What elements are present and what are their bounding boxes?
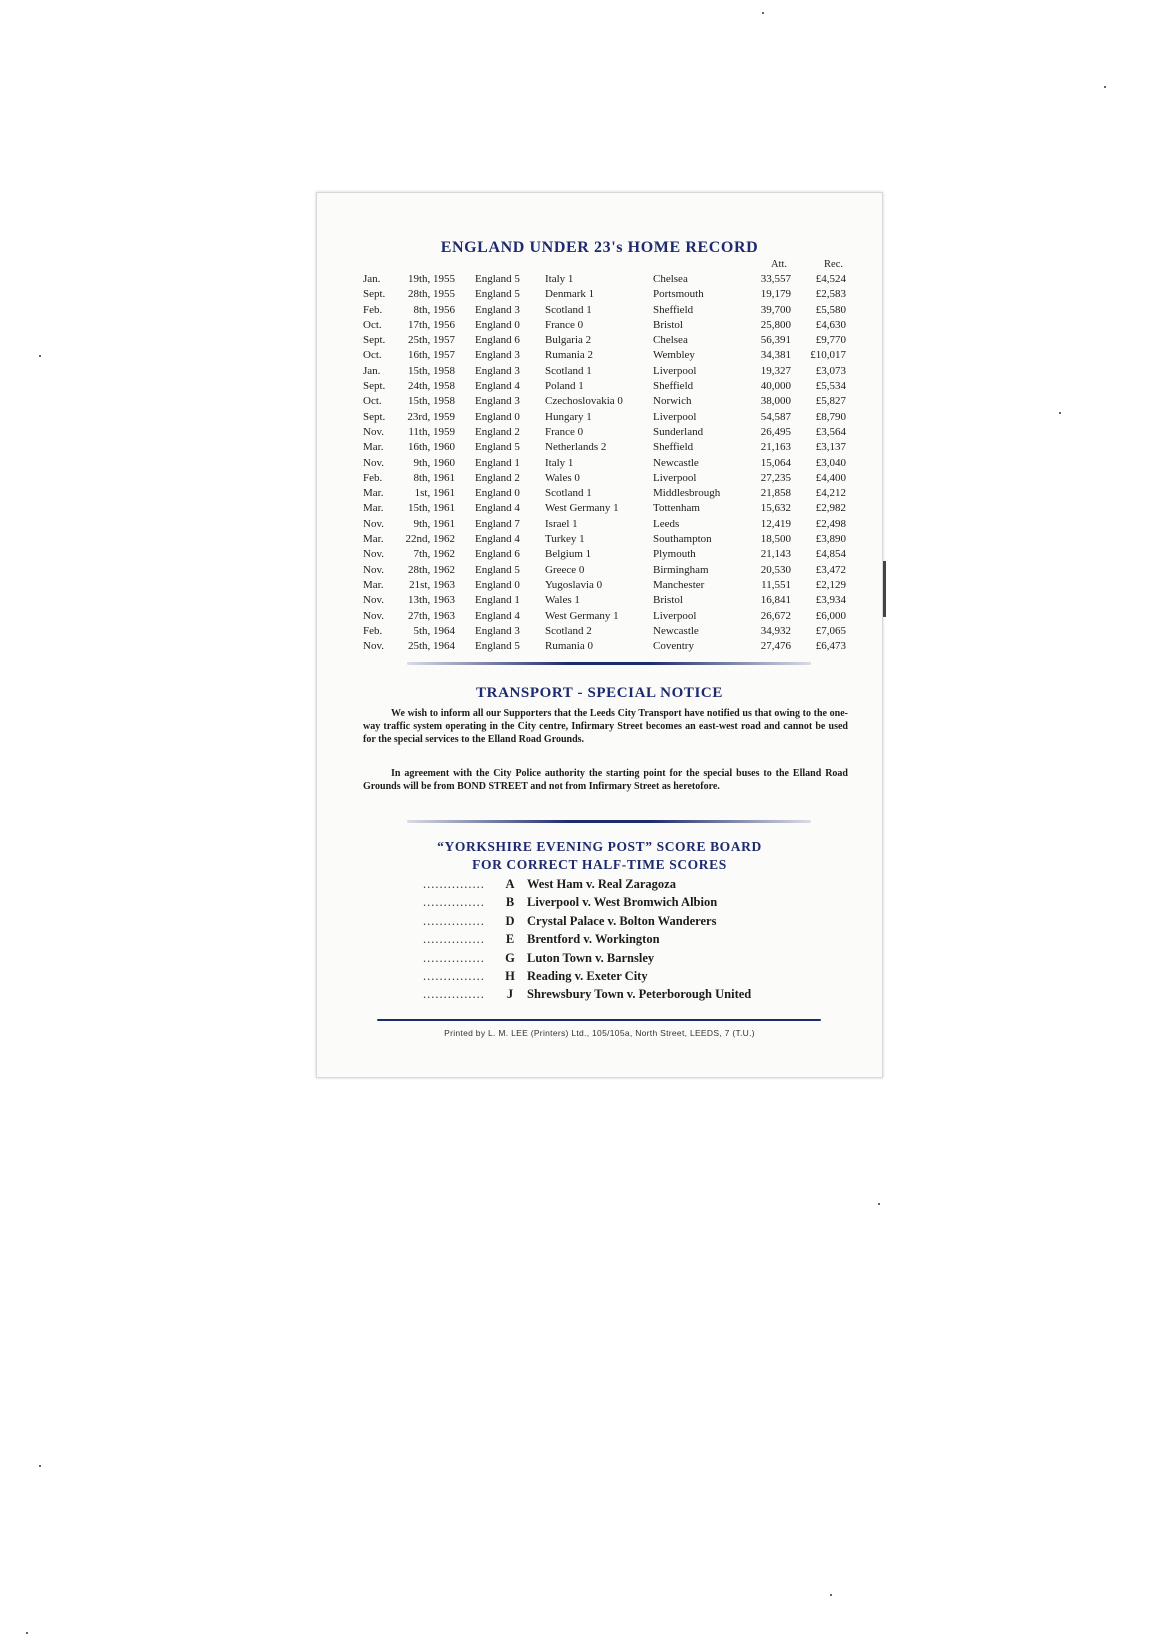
date-cell: 1st, 1961 <box>414 487 455 500</box>
attendance-cell: 21,143 <box>760 548 791 561</box>
score-blank: ............... <box>423 950 485 965</box>
opponent-score-cell: Scotland 1 <box>545 487 592 500</box>
scoreboard-match: Brentford v. Workington <box>527 932 660 947</box>
month-cell: Feb. <box>363 471 383 484</box>
attendance-cell: 27,235 <box>760 471 791 484</box>
rec-column-header: Rec. <box>824 259 843 270</box>
transport-heading: TRANSPORT - SPECIAL NOTICE <box>476 685 723 701</box>
month-cell: Jan. <box>363 364 381 377</box>
england-score-cell: England 4 <box>475 380 520 393</box>
att-column-header: Att. <box>770 259 787 270</box>
attendance-cell: 26,495 <box>760 425 791 438</box>
date-cell: 9th, 1960 <box>413 456 455 469</box>
date-cell: 19th, 1955 <box>407 273 455 285</box>
opponent-score-cell: Hungary 1 <box>545 410 592 423</box>
opponent-score-cell: Netherlands 2 <box>545 441 607 454</box>
attendance-cell: 21,163 <box>760 441 791 454</box>
venue-cell: Plymouth <box>653 548 696 561</box>
venue-cell: Bristol <box>653 318 683 331</box>
venue-cell: Sheffield <box>653 380 694 393</box>
receipts-cell: £2,982 <box>815 502 846 515</box>
opponent-score-cell: Scotland 2 <box>545 624 592 637</box>
receipts-cell: £4,524 <box>815 273 846 285</box>
speck <box>39 1465 41 1467</box>
month-cell: Sept. <box>363 288 386 301</box>
attendance-cell: 11,551 <box>761 578 791 591</box>
opponent-score-cell: France 0 <box>545 318 584 331</box>
receipts-cell: £2,129 <box>815 578 846 591</box>
attendance-cell: 12,419 <box>760 517 791 530</box>
opponent-score-cell: West Germany 1 <box>545 609 619 622</box>
receipts-cell: £3,564 <box>815 425 846 438</box>
date-cell: 16th, 1960 <box>407 441 455 454</box>
month-cell: Nov. <box>363 517 384 530</box>
opponent-score-cell: West Germany 1 <box>545 502 619 515</box>
date-cell: 5th, 1964 <box>413 624 455 637</box>
month-cell: Sept. <box>363 410 386 423</box>
england-score-cell: England 5 <box>475 441 520 454</box>
date-cell: 25th, 1964 <box>407 640 455 653</box>
opponent-score-cell: Wales 0 <box>545 471 580 484</box>
receipts-cell: £8,790 <box>815 410 846 423</box>
scoreboard-letter: H <box>505 968 515 983</box>
score-blank: ............... <box>423 877 485 891</box>
attendance-cell: 39,700 <box>760 303 791 316</box>
attendance-cell: 56,391 <box>760 334 791 347</box>
attendance-cell: 27,476 <box>760 640 791 653</box>
england-score-cell: England 3 <box>475 303 520 316</box>
transport-paragraph-1: We wish to inform all our Supporters that the Leeds City Transport have notified us that owing to the one-way traffic system operating in the City centre, Infirmary Street becomes an east-west road and cannot be used for the special services to the Elland Road Grounds. <box>363 708 848 746</box>
opponent-score-cell: Scotland 1 <box>545 303 592 316</box>
speck <box>830 1594 832 1596</box>
month-cell: Nov. <box>363 609 384 622</box>
attendance-cell: 33,557 <box>760 273 791 285</box>
speck <box>1104 86 1106 88</box>
divider-rule <box>407 662 811 665</box>
venue-cell: Portsmouth <box>653 288 704 301</box>
england-score-cell: England 0 <box>475 578 520 591</box>
england-score-cell: England 5 <box>475 288 520 301</box>
opponent-score-cell: Italy 1 <box>545 456 574 469</box>
england-score-cell: England 0 <box>475 410 520 423</box>
divider-rule <box>407 820 811 823</box>
speck <box>26 1632 28 1634</box>
venue-cell: Liverpool <box>653 364 697 377</box>
opponent-score-cell: France 0 <box>545 425 584 438</box>
scoreboard-subheading: FOR CORRECT HALF-TIME SCORES <box>472 857 727 872</box>
receipts-cell: £5,580 <box>815 303 846 316</box>
receipts-cell: £6,473 <box>815 640 846 653</box>
month-cell: Nov. <box>363 594 384 607</box>
opponent-score-cell: Bulgaria 2 <box>545 334 592 347</box>
date-cell: 15th, 1958 <box>407 364 455 377</box>
month-cell: Nov. <box>363 548 384 561</box>
month-cell: Nov. <box>363 456 384 469</box>
month-cell: Feb. <box>363 624 383 637</box>
venue-cell: Sheffield <box>653 441 694 454</box>
date-cell: 28th, 1962 <box>407 563 455 576</box>
attendance-cell: 16,841 <box>760 594 791 607</box>
england-score-cell: England 6 <box>475 334 520 347</box>
month-cell: Mar. <box>363 502 384 515</box>
score-blank: ............... <box>423 895 485 910</box>
month-cell: Mar. <box>363 441 384 454</box>
date-cell: 15th, 1958 <box>407 395 455 408</box>
scoreboard-letter: D <box>505 913 515 928</box>
date-cell: 7th, 1962 <box>413 548 455 561</box>
month-cell: Nov. <box>363 425 384 438</box>
scoreboard-match: Shrewsbury Town v. Peterborough United <box>527 987 752 1002</box>
receipts-cell: £7,065 <box>815 624 846 637</box>
opponent-score-cell: Scotland 1 <box>545 364 592 377</box>
england-score-cell: England 0 <box>475 487 520 500</box>
receipts-cell: £10,017 <box>810 349 846 362</box>
venue-cell: Liverpool <box>653 410 697 423</box>
venue-cell: Coventry <box>653 640 694 653</box>
england-score-cell: England 5 <box>475 273 520 285</box>
month-cell: Mar. <box>363 578 384 591</box>
receipts-cell: £4,630 <box>815 318 846 331</box>
england-score-cell: England 4 <box>475 609 520 622</box>
speck <box>878 1203 880 1205</box>
venue-cell: Leeds <box>653 517 680 530</box>
month-cell: Sept. <box>363 380 386 393</box>
month-cell: Mar. <box>363 487 384 500</box>
scoreboard-letter: G <box>505 950 515 965</box>
score-blank: ............... <box>423 968 485 983</box>
opponent-score-cell: Denmark 1 <box>545 288 595 301</box>
month-cell: Oct. <box>363 349 382 362</box>
month-cell: Mar. <box>363 533 384 546</box>
scoreboard-letter: B <box>505 895 515 910</box>
attendance-cell: 38,000 <box>760 395 791 408</box>
attendance-cell: 54,587 <box>760 410 791 423</box>
scoreboard-match: Crystal Palace v. Bolton Wanderers <box>527 913 717 928</box>
month-cell: Jan. <box>363 273 381 285</box>
england-score-cell: England 6 <box>475 548 520 561</box>
date-cell: 17th, 1956 <box>407 318 455 331</box>
attendance-cell: 40,000 <box>760 380 791 393</box>
month-cell: Sept. <box>363 334 386 347</box>
date-cell: 13th, 1963 <box>407 594 455 607</box>
venue-cell: Chelsea <box>653 273 688 285</box>
venue-cell: Liverpool <box>653 471 697 484</box>
opponent-score-cell: Rumania 2 <box>545 349 593 362</box>
date-cell: 23rd, 1959 <box>407 410 455 423</box>
england-score-cell: England 2 <box>475 425 520 438</box>
date-cell: 21st, 1963 <box>409 578 455 591</box>
receipts-cell: £3,890 <box>815 533 846 546</box>
score-blank: ............... <box>423 913 485 928</box>
england-score-cell: England 1 <box>475 456 520 469</box>
england-score-cell: England 7 <box>475 517 520 530</box>
venue-cell: Sunderland <box>653 425 704 438</box>
venue-cell: Middlesbrough <box>653 487 721 500</box>
date-cell: 8th, 1961 <box>413 471 455 484</box>
date-cell: 25th, 1957 <box>407 334 455 347</box>
printer-imprint: Printed by L. M. LEE (Printers) Ltd., 105/105a, North Street, LEEDS, 7 (T.U.) <box>444 1028 755 1038</box>
venue-cell: Wembley <box>653 349 695 362</box>
england-score-cell: England 3 <box>475 349 520 362</box>
venue-cell: Manchester <box>653 578 705 591</box>
england-score-cell: England 5 <box>475 563 520 576</box>
england-score-cell: England 1 <box>475 594 520 607</box>
month-cell: Feb. <box>363 303 383 316</box>
venue-cell: Newcastle <box>653 456 699 469</box>
attendance-cell: 15,632 <box>760 502 791 515</box>
date-cell: 24th, 1958 <box>407 380 455 393</box>
attendance-cell: 19,327 <box>760 364 791 377</box>
receipts-cell: £2,498 <box>815 517 846 530</box>
transport-paragraph-2: In agreement with the City Police authority the starting point for the special buses to the Elland Road Grounds will be from BOND STREET and not from Infirmary Street as heretofore. <box>363 768 848 793</box>
england-score-cell: England 2 <box>475 471 520 484</box>
venue-cell: Bristol <box>653 594 683 607</box>
venue-cell: Tottenham <box>653 502 700 515</box>
attendance-cell: 34,932 <box>760 624 791 637</box>
date-cell: 22nd, 1962 <box>405 533 455 546</box>
receipts-cell: £5,534 <box>815 380 846 393</box>
page-edge-mark <box>883 561 886 617</box>
opponent-score-cell: Italy 1 <box>545 273 574 285</box>
attendance-cell: 26,672 <box>760 609 791 622</box>
england-score-cell: England 4 <box>475 502 520 515</box>
england-score-cell: England 4 <box>475 533 520 546</box>
date-cell: 28th, 1955 <box>407 288 455 301</box>
receipts-cell: £4,212 <box>815 487 846 500</box>
receipts-cell: £3,472 <box>815 563 846 576</box>
attendance-cell: 18,500 <box>760 533 791 546</box>
score-blank: ............... <box>423 932 485 947</box>
receipts-cell: £9,770 <box>815 334 846 347</box>
receipts-cell: £4,400 <box>815 471 846 484</box>
receipts-cell: £3,040 <box>815 456 846 469</box>
opponent-score-cell: Rumania 0 <box>545 640 593 653</box>
date-cell: 9th, 1961 <box>413 517 455 530</box>
scoreboard-heading: “YORKSHIRE EVENING POST” SCORE BOARD <box>437 839 762 854</box>
receipts-cell: £6,000 <box>815 609 846 622</box>
month-cell: Oct. <box>363 318 382 331</box>
opponent-score-cell: Yugoslavia 0 <box>545 578 603 591</box>
date-cell: 11th, 1959 <box>408 425 455 438</box>
record-title: ENGLAND UNDER 23's HOME RECORD <box>440 239 759 256</box>
scoreboard-letter: A <box>505 877 515 891</box>
venue-cell: Southampton <box>653 533 712 546</box>
venue-cell: Sheffield <box>653 303 694 316</box>
scoreboard-match: Liverpool v. West Bromwich Albion <box>527 895 718 910</box>
attendance-cell: 19,179 <box>760 288 791 301</box>
england-score-cell: England 3 <box>475 364 520 377</box>
receipts-cell: £3,073 <box>815 364 846 377</box>
speck <box>1059 412 1061 414</box>
opponent-score-cell: Turkey 1 <box>545 533 585 546</box>
receipts-cell: £4,854 <box>815 548 846 561</box>
opponent-score-cell: Israel 1 <box>545 517 578 530</box>
month-cell: Nov. <box>363 563 384 576</box>
date-cell: 16th, 1957 <box>407 349 455 362</box>
receipts-cell: £3,934 <box>815 594 846 607</box>
receipts-cell: £2,583 <box>815 288 846 301</box>
venue-cell: Newcastle <box>653 624 699 637</box>
scoreboard-match: Reading v. Exeter City <box>527 968 648 983</box>
opponent-score-cell: Czechoslovakia 0 <box>545 395 623 408</box>
month-cell: Oct. <box>363 395 382 408</box>
bottom-rule <box>377 1019 821 1021</box>
date-cell: 27th, 1963 <box>407 609 455 622</box>
speck <box>762 12 764 14</box>
opponent-score-cell: Greece 0 <box>545 563 585 576</box>
attendance-cell: 25,800 <box>760 318 791 331</box>
receipts-cell: £3,137 <box>815 441 846 454</box>
opponent-score-cell: Belgium 1 <box>545 548 592 561</box>
england-score-cell: England 3 <box>475 395 520 408</box>
scoreboard-match: Luton Town v. Barnsley <box>527 950 655 965</box>
receipts-cell: £5,827 <box>815 395 846 408</box>
speck <box>39 355 41 357</box>
venue-cell: Birmingham <box>653 563 709 576</box>
venue-cell: Norwich <box>653 395 692 408</box>
month-cell: Nov. <box>363 640 384 653</box>
date-cell: 8th, 1956 <box>413 303 455 316</box>
england-score-cell: England 0 <box>475 318 520 331</box>
attendance-cell: 15,064 <box>760 456 791 469</box>
opponent-score-cell: Wales 1 <box>545 594 580 607</box>
attendance-cell: 20,530 <box>760 563 791 576</box>
venue-cell: Liverpool <box>653 609 697 622</box>
attendance-cell: 34,381 <box>760 349 791 362</box>
scoreboard-letter: J <box>506 987 514 1002</box>
score-blank: ............... <box>423 987 485 1002</box>
venue-cell: Chelsea <box>653 334 688 347</box>
england-score-cell: England 3 <box>475 624 520 637</box>
programme-page <box>316 192 883 1078</box>
date-cell: 15th, 1961 <box>407 502 455 515</box>
opponent-score-cell: Poland 1 <box>545 380 584 393</box>
scoreboard-letter: E <box>505 932 515 947</box>
attendance-cell: 21,858 <box>760 487 791 500</box>
england-score-cell: England 5 <box>475 640 520 653</box>
scoreboard-match: West Ham v. Real Zaragoza <box>527 877 676 891</box>
